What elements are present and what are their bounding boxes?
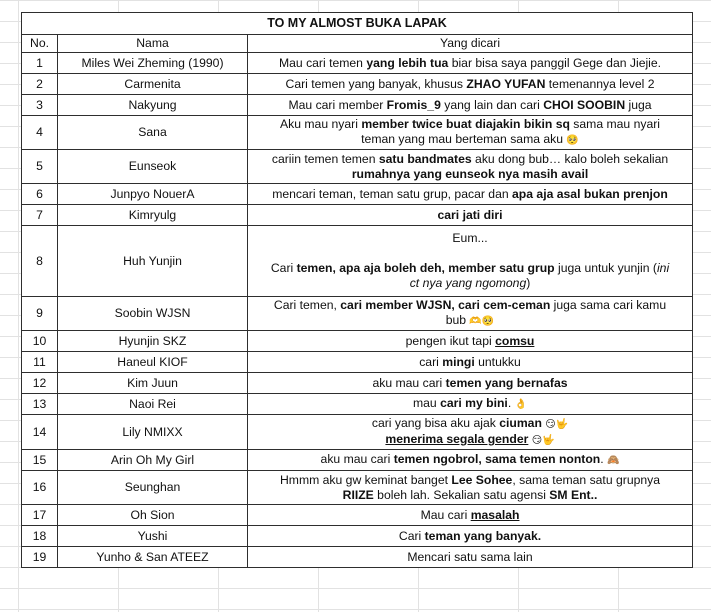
desc-text: yang lebih tua <box>366 55 449 70</box>
lapak-table <box>21 12 693 568</box>
table-row <box>22 150 693 184</box>
desc-line <box>252 187 688 202</box>
header-row <box>22 35 693 53</box>
desc-text: teman yang mau berteman sama aku <box>361 132 567 146</box>
row-nama: Naoi Rei <box>58 394 248 415</box>
row-yang-dicari <box>248 373 693 394</box>
desc-text: Aku mau nyari <box>280 117 362 131</box>
row-nama: Soobin WJSN <box>58 297 248 331</box>
desc-line <box>252 56 688 71</box>
table-row <box>22 471 693 505</box>
desc-line <box>252 117 688 132</box>
row-yang-dicari <box>248 415 693 450</box>
row-number: 17 <box>22 505 58 526</box>
desc-text: . <box>507 396 515 410</box>
row-yang-dicari <box>248 331 693 352</box>
table-row <box>22 226 693 297</box>
row-nama: Lily NMIXX <box>58 415 248 450</box>
row-number: 3 <box>22 95 58 116</box>
table-row <box>22 526 693 547</box>
desc-text: . <box>600 452 608 466</box>
row-nama: Sana <box>58 116 248 150</box>
desc-line <box>252 396 688 412</box>
desc-text: aku mau cari <box>372 375 446 390</box>
desc-text: RIIZE <box>342 487 374 502</box>
row-number: 13 <box>22 394 58 415</box>
desc-text: aku mau cari <box>320 452 394 466</box>
desc-text: teman yang banyak. <box>424 528 542 543</box>
table-row <box>22 74 693 95</box>
table-title: TO MY ALMOST BUKA LAPAK <box>22 13 693 35</box>
desc-line <box>252 488 688 503</box>
desc-text: aku dong bub… kalo boleh sekalian <box>471 151 669 166</box>
row-number: 8 <box>22 226 58 297</box>
desc-text: bub <box>445 313 470 327</box>
desc-line <box>252 167 688 182</box>
desc-text: Mau cari <box>420 507 471 522</box>
desc-text: satu bandmates <box>378 151 472 166</box>
desc-text: ct nya yang ngomong <box>409 276 527 290</box>
emoji-icon: 🥺 <box>566 135 579 146</box>
desc-text: Eum... <box>452 231 488 245</box>
row-nama: Hyunjin SKZ <box>58 331 248 352</box>
emoji-icon: 😏🤟 <box>545 419 569 430</box>
row-yang-dicari <box>248 526 693 547</box>
desc-text: juga untuk yunjin ( <box>554 261 657 275</box>
desc-line <box>252 77 688 92</box>
table-row <box>22 184 693 205</box>
desc-line <box>252 98 688 113</box>
desc-text: mingi <box>442 354 475 369</box>
desc-text: cariin temen temen <box>271 151 379 166</box>
desc-text: temenannya level 2 <box>545 76 655 91</box>
desc-line <box>252 508 688 523</box>
desc-text: temen yang bernafas <box>445 375 568 390</box>
header-yang-dicari: Yang dicari <box>248 35 693 53</box>
row-number: 10 <box>22 331 58 352</box>
desc-line <box>252 473 688 488</box>
desc-text: ini <box>656 261 670 275</box>
desc-text: CHOI SOOBIN <box>543 97 626 112</box>
desc-line <box>252 432 688 448</box>
row-yang-dicari <box>248 547 693 568</box>
table-row <box>22 547 693 568</box>
emoji-icon: 🙈 <box>607 455 620 466</box>
row-number: 12 <box>22 373 58 394</box>
row-number: 6 <box>22 184 58 205</box>
row-number: 15 <box>22 450 58 471</box>
desc-line <box>252 334 688 349</box>
desc-line <box>252 298 688 313</box>
row-number: 2 <box>22 74 58 95</box>
table-row <box>22 373 693 394</box>
row-yang-dicari <box>248 116 693 150</box>
desc-line <box>252 208 688 223</box>
desc-text: rumahnya yang eunseok nya masih avail <box>351 166 589 181</box>
row-number: 1 <box>22 53 58 74</box>
row-number: 18 <box>22 526 58 547</box>
row-yang-dicari <box>248 505 693 526</box>
row-yang-dicari <box>248 471 693 505</box>
desc-line <box>252 355 688 370</box>
desc-text: masalah <box>470 507 520 522</box>
desc-text: Mau cari temen <box>278 55 367 70</box>
emoji-icon: 👌 <box>514 399 528 410</box>
row-yang-dicari <box>248 450 693 471</box>
row-yang-dicari <box>248 205 693 226</box>
desc-line <box>252 376 688 391</box>
emoji-icon: 🫶🥺 <box>469 316 495 327</box>
row-nama: Junpyo NouerA <box>58 184 248 205</box>
desc-line <box>252 529 688 544</box>
desc-text: , sama teman satu grupnya <box>512 472 661 487</box>
table-row <box>22 505 693 526</box>
desc-line <box>252 276 688 291</box>
desc-line <box>252 550 688 565</box>
desc-line <box>252 416 688 432</box>
desc-line <box>252 313 688 329</box>
desc-line <box>252 261 688 276</box>
row-nama: Huh Yunjin <box>58 226 248 297</box>
row-yang-dicari <box>248 184 693 205</box>
row-nama: Haneul KIOF <box>58 352 248 373</box>
desc-text: mau <box>412 396 441 410</box>
row-number: 7 <box>22 205 58 226</box>
header-no: No. <box>22 35 58 53</box>
desc-text: juga sama cari kamu <box>550 298 667 312</box>
header-nama: Nama <box>58 35 248 53</box>
desc-text: boleh lah. Sekalian satu agensi <box>373 487 550 502</box>
desc-text: cari <box>419 354 443 369</box>
table-row <box>22 394 693 415</box>
desc-text: SM Ent.. <box>549 487 598 502</box>
desc-text: ) <box>526 276 531 290</box>
desc-text: menerima segala gender <box>385 432 529 446</box>
desc-text: cari my bini <box>440 396 508 410</box>
row-yang-dicari <box>248 394 693 415</box>
desc-text: cari jati diri <box>437 207 503 222</box>
table-row <box>22 352 693 373</box>
row-number: 4 <box>22 116 58 150</box>
row-nama: Nakyung <box>58 95 248 116</box>
row-yang-dicari <box>248 226 693 297</box>
row-number: 11 <box>22 352 58 373</box>
row-yang-dicari <box>248 53 693 74</box>
row-nama: Carmenita <box>58 74 248 95</box>
row-nama: Seunghan <box>58 471 248 505</box>
table-body <box>22 53 693 568</box>
desc-text: Lee Sohee <box>451 472 513 487</box>
desc-text: apa aja asal bukan prenjon <box>512 186 668 201</box>
row-nama: Miles Wei Zheming (1990) <box>58 53 248 74</box>
row-nama: Yunho & San ATEEZ <box>58 547 248 568</box>
desc-text: mencari teman, teman satu grup, pacar dan <box>272 186 513 201</box>
desc-line <box>252 231 688 246</box>
desc-text: ZHAO YUFAN <box>466 76 546 91</box>
desc-text: Cari <box>398 528 425 543</box>
desc-text: Cari <box>270 261 297 275</box>
table-row <box>22 95 693 116</box>
desc-line <box>252 152 688 167</box>
desc-text: ciuman <box>499 416 542 430</box>
desc-text: Cari temen, <box>273 298 341 312</box>
desc-text: untukku <box>474 354 521 369</box>
row-nama: Oh Sion <box>58 505 248 526</box>
emoji-icon: 😏🤟 <box>531 435 555 446</box>
row-number: 19 <box>22 547 58 568</box>
desc-text: Cari temen yang banyak, khusus <box>285 76 467 91</box>
table-row <box>22 205 693 226</box>
table-row <box>22 116 693 150</box>
desc-text: temen, apa aja boleh deh, member satu grup <box>296 261 555 275</box>
desc-text: cari member WJSN, cari cem-ceman <box>340 298 551 312</box>
row-nama: Yushi <box>58 526 248 547</box>
desc-text: member twice buat diajakin bikin sq <box>361 117 570 131</box>
desc-text: pengen ikut tapi <box>405 333 496 348</box>
desc-text: sama mau nyari <box>569 117 661 131</box>
desc-line <box>252 246 688 261</box>
desc-line <box>252 452 688 468</box>
row-yang-dicari <box>248 352 693 373</box>
desc-text: comsu <box>495 333 535 348</box>
row-yang-dicari <box>248 150 693 184</box>
row-number: 9 <box>22 297 58 331</box>
row-nama: Arin Oh My Girl <box>58 450 248 471</box>
desc-text: Hmmm aku gw keminat banget <box>280 472 452 487</box>
desc-text: temen ngobrol, sama temen nonton <box>393 452 601 466</box>
table-row <box>22 53 693 74</box>
row-yang-dicari <box>248 95 693 116</box>
row-yang-dicari <box>248 74 693 95</box>
row-nama: Eunseok <box>58 150 248 184</box>
desc-text: Mau cari member <box>288 97 387 112</box>
desc-line <box>252 132 688 148</box>
table-row <box>22 415 693 450</box>
row-number: 16 <box>22 471 58 505</box>
table-row <box>22 450 693 471</box>
row-number: 14 <box>22 415 58 450</box>
row-nama: Kim Juun <box>58 373 248 394</box>
desc-text: Mencari satu sama lain <box>407 549 533 564</box>
desc-text: juga <box>625 97 652 112</box>
row-nama: Kimryulg <box>58 205 248 226</box>
table-row <box>22 297 693 331</box>
row-yang-dicari <box>248 297 693 331</box>
desc-text: yang lain dan cari <box>440 97 544 112</box>
table-row <box>22 331 693 352</box>
desc-text: Fromis_9 <box>386 97 441 112</box>
row-number: 5 <box>22 150 58 184</box>
desc-text: biar bisa saya panggil Gege dan Jiejie. <box>448 55 662 70</box>
desc-text: cari yang bisa aku ajak <box>371 416 500 430</box>
